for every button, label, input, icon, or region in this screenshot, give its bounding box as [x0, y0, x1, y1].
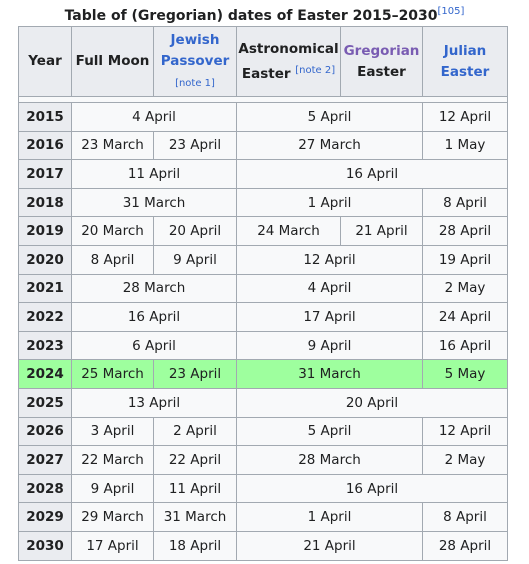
year-cell: 2024 — [19, 360, 72, 389]
passover-cell: 31 March — [154, 503, 237, 532]
passover-cell: 18 April — [154, 531, 237, 560]
astronomical-gregorian-easter-cell: 17 April — [237, 303, 423, 332]
julian-easter-cell: 2 May — [423, 274, 508, 303]
full-moon-passover-cell: 31 March — [72, 188, 237, 217]
header-passover-label[interactable]: Passover — [160, 52, 230, 69]
julian-easter-cell: 24 April — [423, 303, 508, 332]
year-cell: 2030 — [19, 531, 72, 560]
table-row — [19, 217, 508, 246]
header-gregorian-easter — [341, 27, 423, 97]
astronomical-gregorian-easter-cell: 27 March — [237, 131, 423, 160]
year-cell: 2018 — [19, 188, 72, 217]
julian-easter-cell: 1 May — [423, 131, 508, 160]
year-cell: 2025 — [19, 388, 72, 417]
full-moon-cell: 17 April — [72, 531, 154, 560]
easter-dates-table — [18, 26, 508, 561]
header-astronomical-label: Astronomical — [238, 40, 339, 57]
year-cell: 2027 — [19, 446, 72, 475]
astronomical-gregorian-easter-cell: 12 April — [237, 245, 423, 274]
full-moon-cell: 8 April — [72, 245, 154, 274]
passover-cell: 23 April — [154, 131, 237, 160]
astronomical-gregorian-easter-cell: 5 April — [237, 103, 423, 132]
astronomical-gregorian-easter-cell: 9 April — [237, 331, 423, 360]
note-1-link[interactable]: [note 1] — [175, 77, 215, 89]
table-row — [19, 531, 508, 560]
full-moon-cell: 3 April — [72, 417, 154, 446]
header-julian-label[interactable]: Julian — [443, 42, 487, 59]
full-moon-cell: 29 March — [72, 503, 154, 532]
table-row — [19, 245, 508, 274]
header-julian-easter-label[interactable]: Easter — [440, 63, 490, 80]
full-moon-passover-cell: 6 April — [72, 331, 237, 360]
table-row — [19, 417, 508, 446]
table-row — [19, 360, 508, 389]
table-row — [19, 103, 508, 132]
passover-cell: 20 April — [154, 217, 237, 246]
header-jewish-label[interactable]: Jewish — [170, 31, 220, 48]
astronomical-gregorian-easter-cell: 21 April — [237, 531, 423, 560]
year-cell: 2022 — [19, 303, 72, 332]
table-row — [19, 188, 508, 217]
table-row — [19, 331, 508, 360]
year-cell: 2028 — [19, 474, 72, 503]
full-moon-passover-cell: 13 April — [72, 388, 237, 417]
header-jewish-passover-link[interactable] — [154, 27, 237, 97]
julian-easter-cell: 2 May — [423, 446, 508, 475]
table-row — [19, 388, 508, 417]
caption-reference-link[interactable]: [105] — [437, 6, 465, 17]
astronomical-gregorian-easter-cell: 1 April — [237, 503, 423, 532]
astronomical-gregorian-easter-cell: 4 April — [237, 274, 423, 303]
header-year-label: Year — [28, 53, 62, 69]
easter-all-cell: 16 April — [237, 474, 508, 503]
table-row — [19, 474, 508, 503]
julian-easter-cell: 12 April — [423, 103, 508, 132]
year-cell: 2017 — [19, 160, 72, 189]
header-astronomical-easter — [237, 27, 341, 97]
julian-easter-cell: 16 April — [423, 331, 508, 360]
astronomical-gregorian-easter-cell: 31 March — [237, 360, 423, 389]
table-row — [19, 503, 508, 532]
julian-easter-cell: 19 April — [423, 245, 508, 274]
year-cell: 2023 — [19, 331, 72, 360]
julian-easter-cell: 28 April — [423, 531, 508, 560]
header-gregorian-easter-label: Easter — [357, 63, 406, 80]
astronomical-gregorian-easter-cell: 28 March — [237, 446, 423, 475]
astronomical-easter-cell: 24 March — [237, 217, 341, 246]
passover-cell: 9 April — [154, 245, 237, 274]
year-cell: 2015 — [19, 103, 72, 132]
header-full-moon — [72, 27, 154, 97]
table-caption — [0, 2, 529, 26]
full-moon-cell: 25 March — [72, 360, 154, 389]
full-moon-cell: 20 March — [72, 217, 154, 246]
table-row — [19, 274, 508, 303]
table-row — [19, 160, 508, 189]
full-moon-cell: 9 April — [72, 474, 154, 503]
caption-text: Table of (Gregorian) dates of Easter 2015–2030 — [64, 8, 438, 24]
header-full-moon-label: Full Moon — [75, 53, 150, 69]
astronomical-gregorian-easter-cell: 5 April — [237, 417, 423, 446]
julian-easter-cell: 8 April — [423, 503, 508, 532]
table-row — [19, 446, 508, 475]
note-2-link[interactable]: [note 2] — [295, 64, 336, 76]
header-year — [19, 27, 72, 97]
astronomical-gregorian-easter-cell: 1 April — [237, 188, 423, 217]
passover-cell: 23 April — [154, 360, 237, 389]
passover-cell: 2 April — [154, 417, 237, 446]
gregorian-easter-cell: 21 April — [341, 217, 423, 246]
julian-easter-cell: 12 April — [423, 417, 508, 446]
year-cell: 2021 — [19, 274, 72, 303]
year-cell: 2020 — [19, 245, 72, 274]
full-moon-cell: 22 March — [72, 446, 154, 475]
table-body — [19, 97, 508, 561]
full-moon-cell: 23 March — [72, 131, 154, 160]
julian-easter-cell: 5 May — [423, 360, 508, 389]
header-astronomical-easter-label: Easter — [241, 65, 291, 82]
header-julian-easter-link[interactable] — [423, 27, 508, 97]
easter-all-cell: 20 April — [237, 388, 508, 417]
year-cell: 2016 — [19, 131, 72, 160]
year-cell: 2029 — [19, 503, 72, 532]
table-row — [19, 303, 508, 332]
full-moon-passover-cell: 16 April — [72, 303, 237, 332]
julian-easter-cell: 28 April — [423, 217, 508, 246]
header-gregorian-link[interactable]: Gregorian — [343, 42, 420, 59]
passover-cell: 11 April — [154, 474, 237, 503]
full-moon-passover-cell: 28 March — [72, 274, 237, 303]
passover-cell: 22 April — [154, 446, 237, 475]
table-row — [19, 131, 508, 160]
julian-easter-cell: 8 April — [423, 188, 508, 217]
year-cell: 2019 — [19, 217, 72, 246]
year-cell: 2026 — [19, 417, 72, 446]
full-moon-passover-cell: 11 April — [72, 160, 237, 189]
full-moon-passover-cell: 4 April — [72, 103, 237, 132]
easter-all-cell: 16 April — [237, 160, 508, 189]
header-row — [19, 27, 508, 97]
